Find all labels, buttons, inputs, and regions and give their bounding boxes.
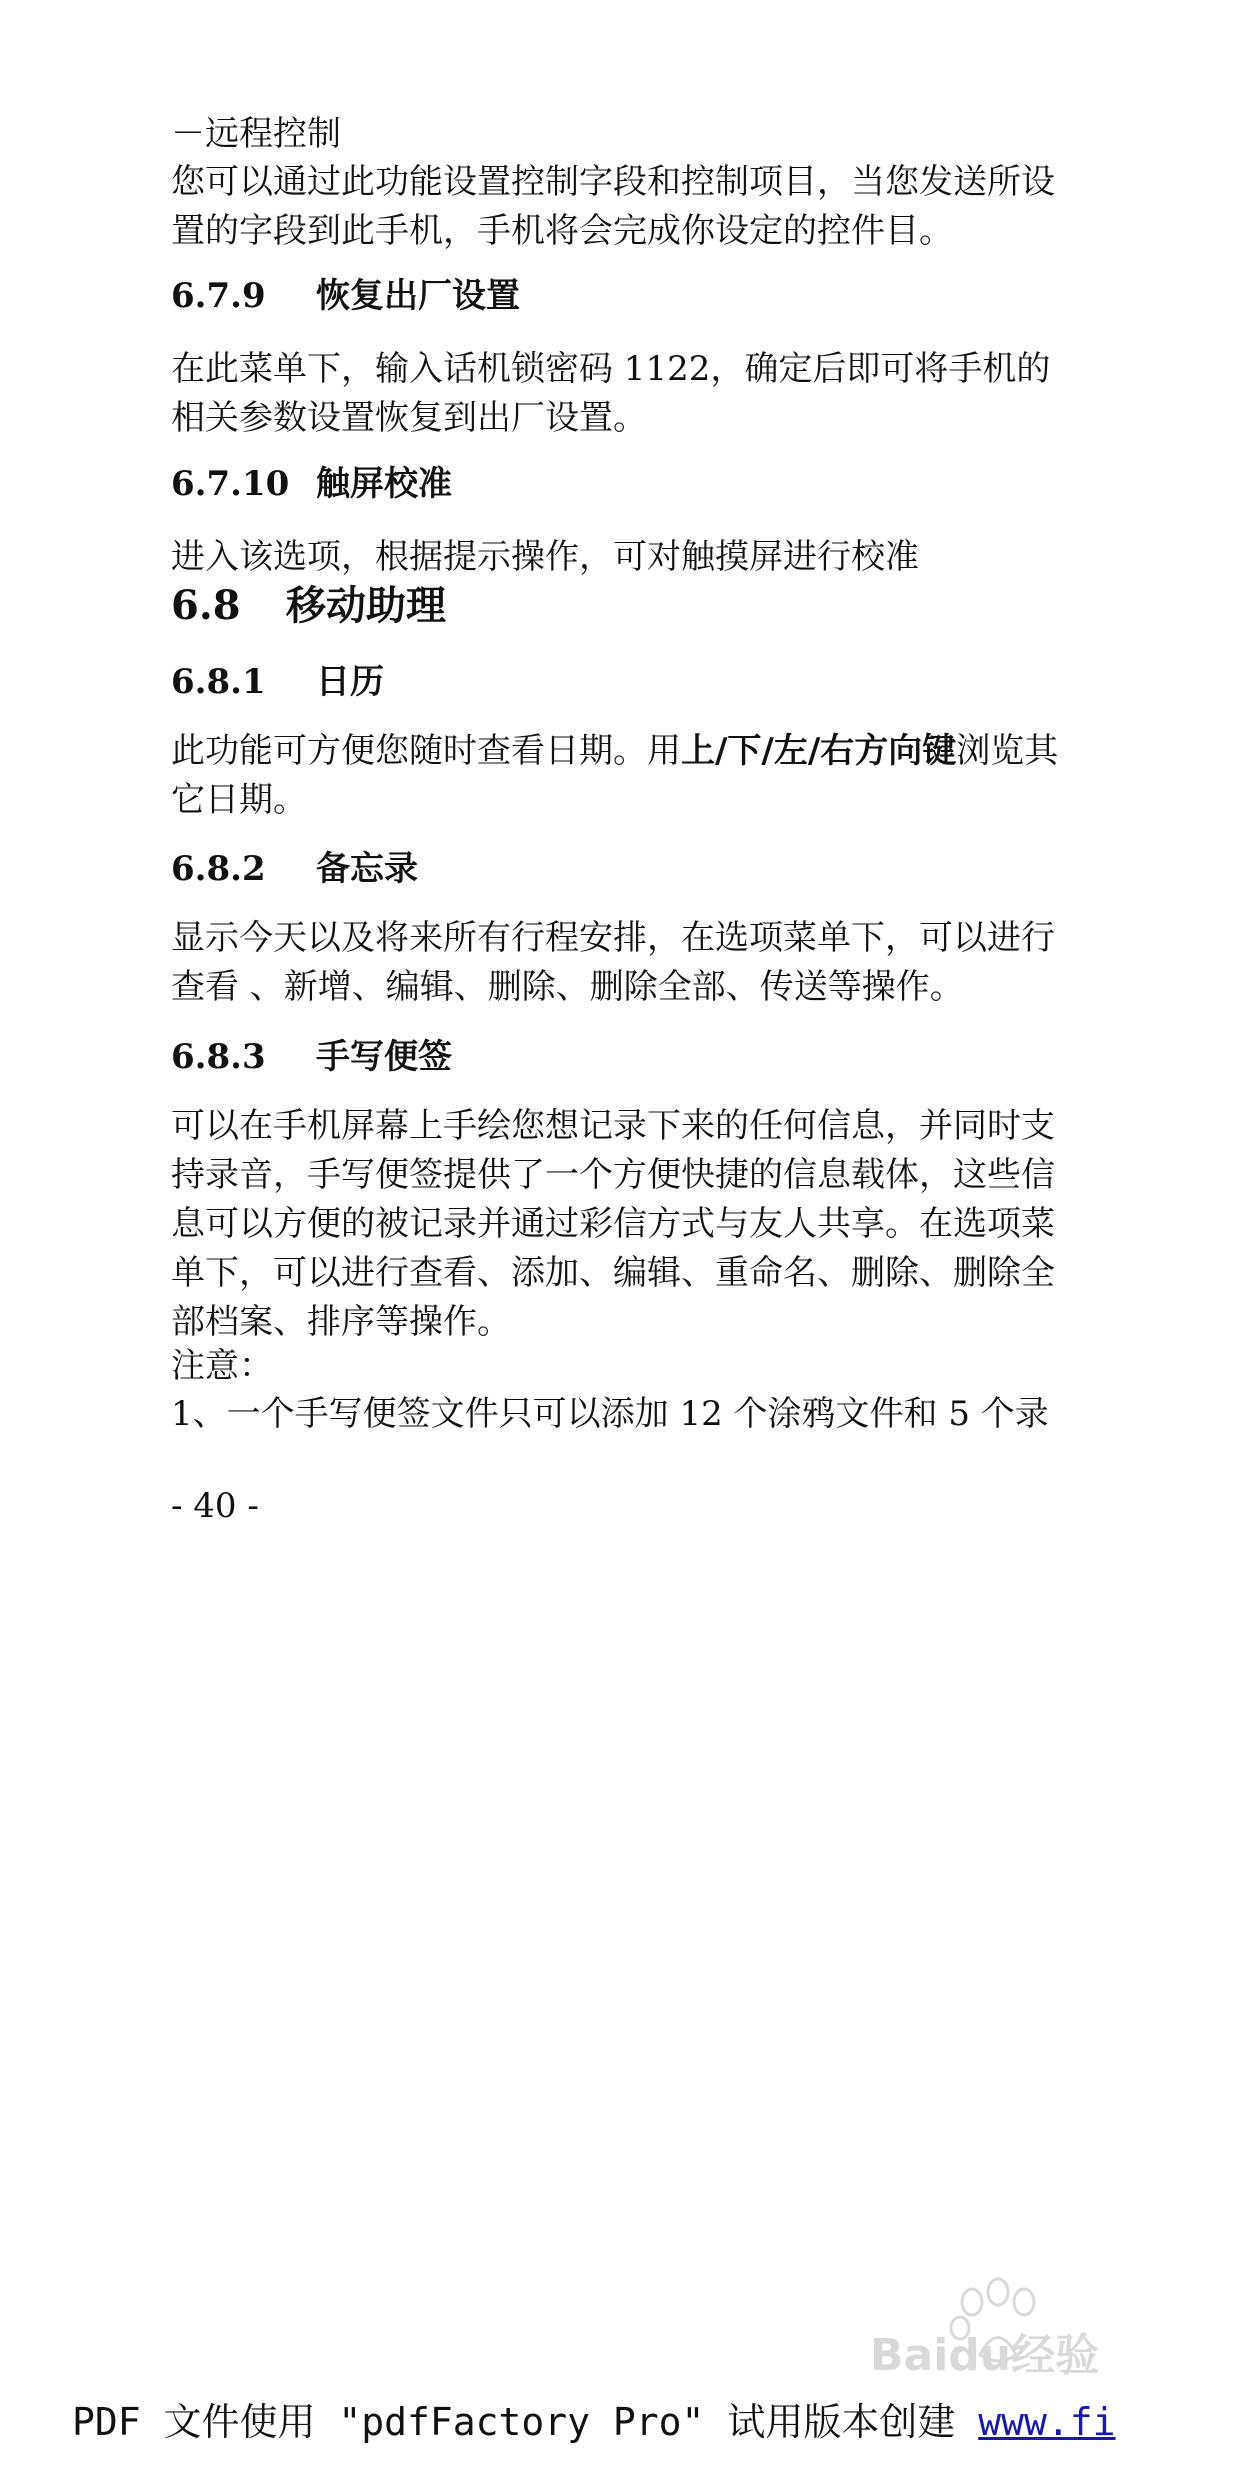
section-title: 恢复出厂设置 — [316, 276, 520, 316]
section-number: 6.7.9 — [171, 276, 266, 316]
section-6-8-2-heading — [171, 845, 418, 894]
calendar-text-post: 浏览其它日期。 — [171, 731, 1059, 820]
section-title: 备忘录 — [316, 849, 418, 889]
section-6-8-3-paragraph: 可以在手机屏幕上手绘您想记录下来的任何信息，并同时支持录音，手写便签提供了一个方便快捷的信息载体，这些信息可以方便的被记录并通过彩信方式与友人共享。在选项菜单下，可以进行查看、添加、编辑、重命名、删除、删除全部档案、排序等操作。 — [171, 1106, 1055, 1342]
section-6-7-9-paragraph: 在此菜单下，输入话机锁密码 1122，确定后即可将手机的相关参数设置恢复到出厂设置。 — [171, 349, 1051, 438]
section-title: 移动助理 — [286, 582, 446, 629]
intro-line: －远程控制 — [171, 114, 341, 154]
section-number: 6.8.1 — [171, 662, 266, 702]
section-number: 6.8 — [171, 582, 241, 629]
page-number: - 40 - — [171, 1486, 259, 1526]
section-6-8-1-paragraph — [171, 727, 1075, 825]
section-number: 6.8.2 — [171, 849, 266, 889]
section-title: 日历 — [316, 662, 384, 702]
note-item-1: 1、一个手写便签文件只可以添加 12 个涂鸦文件和 5 个录 — [171, 1394, 1049, 1434]
calendar-text-pre: 此功能可方便您随时查看日期。用 — [171, 731, 681, 771]
section-6-7-10-heading — [171, 460, 452, 509]
baidu-jingyan-watermark — [860, 2270, 1160, 2380]
section-title: 触屏校准 — [316, 464, 452, 504]
section-6-7-10-paragraph: 进入该选项，根据提示操作，可对触摸屏进行校准 — [171, 537, 919, 577]
direction-keys-text: 上/下/左/右方向键 — [681, 731, 957, 771]
section-6-8-3-heading — [171, 1033, 452, 1082]
footer-link[interactable]: www.fi — [978, 2400, 1116, 2444]
footer-text: PDF 文件使用 "pdfFactory Pro" 试用版本创建 — [72, 2400, 979, 2444]
section-6-8-1-heading — [171, 658, 384, 707]
section-title: 手写便签 — [316, 1037, 452, 1077]
pdf-footer — [72, 2398, 1115, 2446]
section-number: 6.8.3 — [171, 1037, 266, 1077]
section-6-7-9-heading — [171, 272, 520, 321]
watermark-text: Baidu经验 — [870, 2330, 1100, 2380]
intro-paragraph: 您可以通过此功能设置控制字段和控制项目，当您发送所设置的字段到此手机，手机将会完成你设定的控件目。 — [171, 162, 1055, 251]
section-number: 6.7.10 — [171, 464, 290, 504]
section-6-8-2-paragraph: 显示今天以及将来所有行程安排，在选项菜单下，可以进行查看 、新增、编辑、删除、删除全部、传送等操作。 — [171, 918, 1055, 1007]
section-6-8-heading — [171, 580, 446, 632]
note-label: 注意： — [171, 1346, 273, 1386]
